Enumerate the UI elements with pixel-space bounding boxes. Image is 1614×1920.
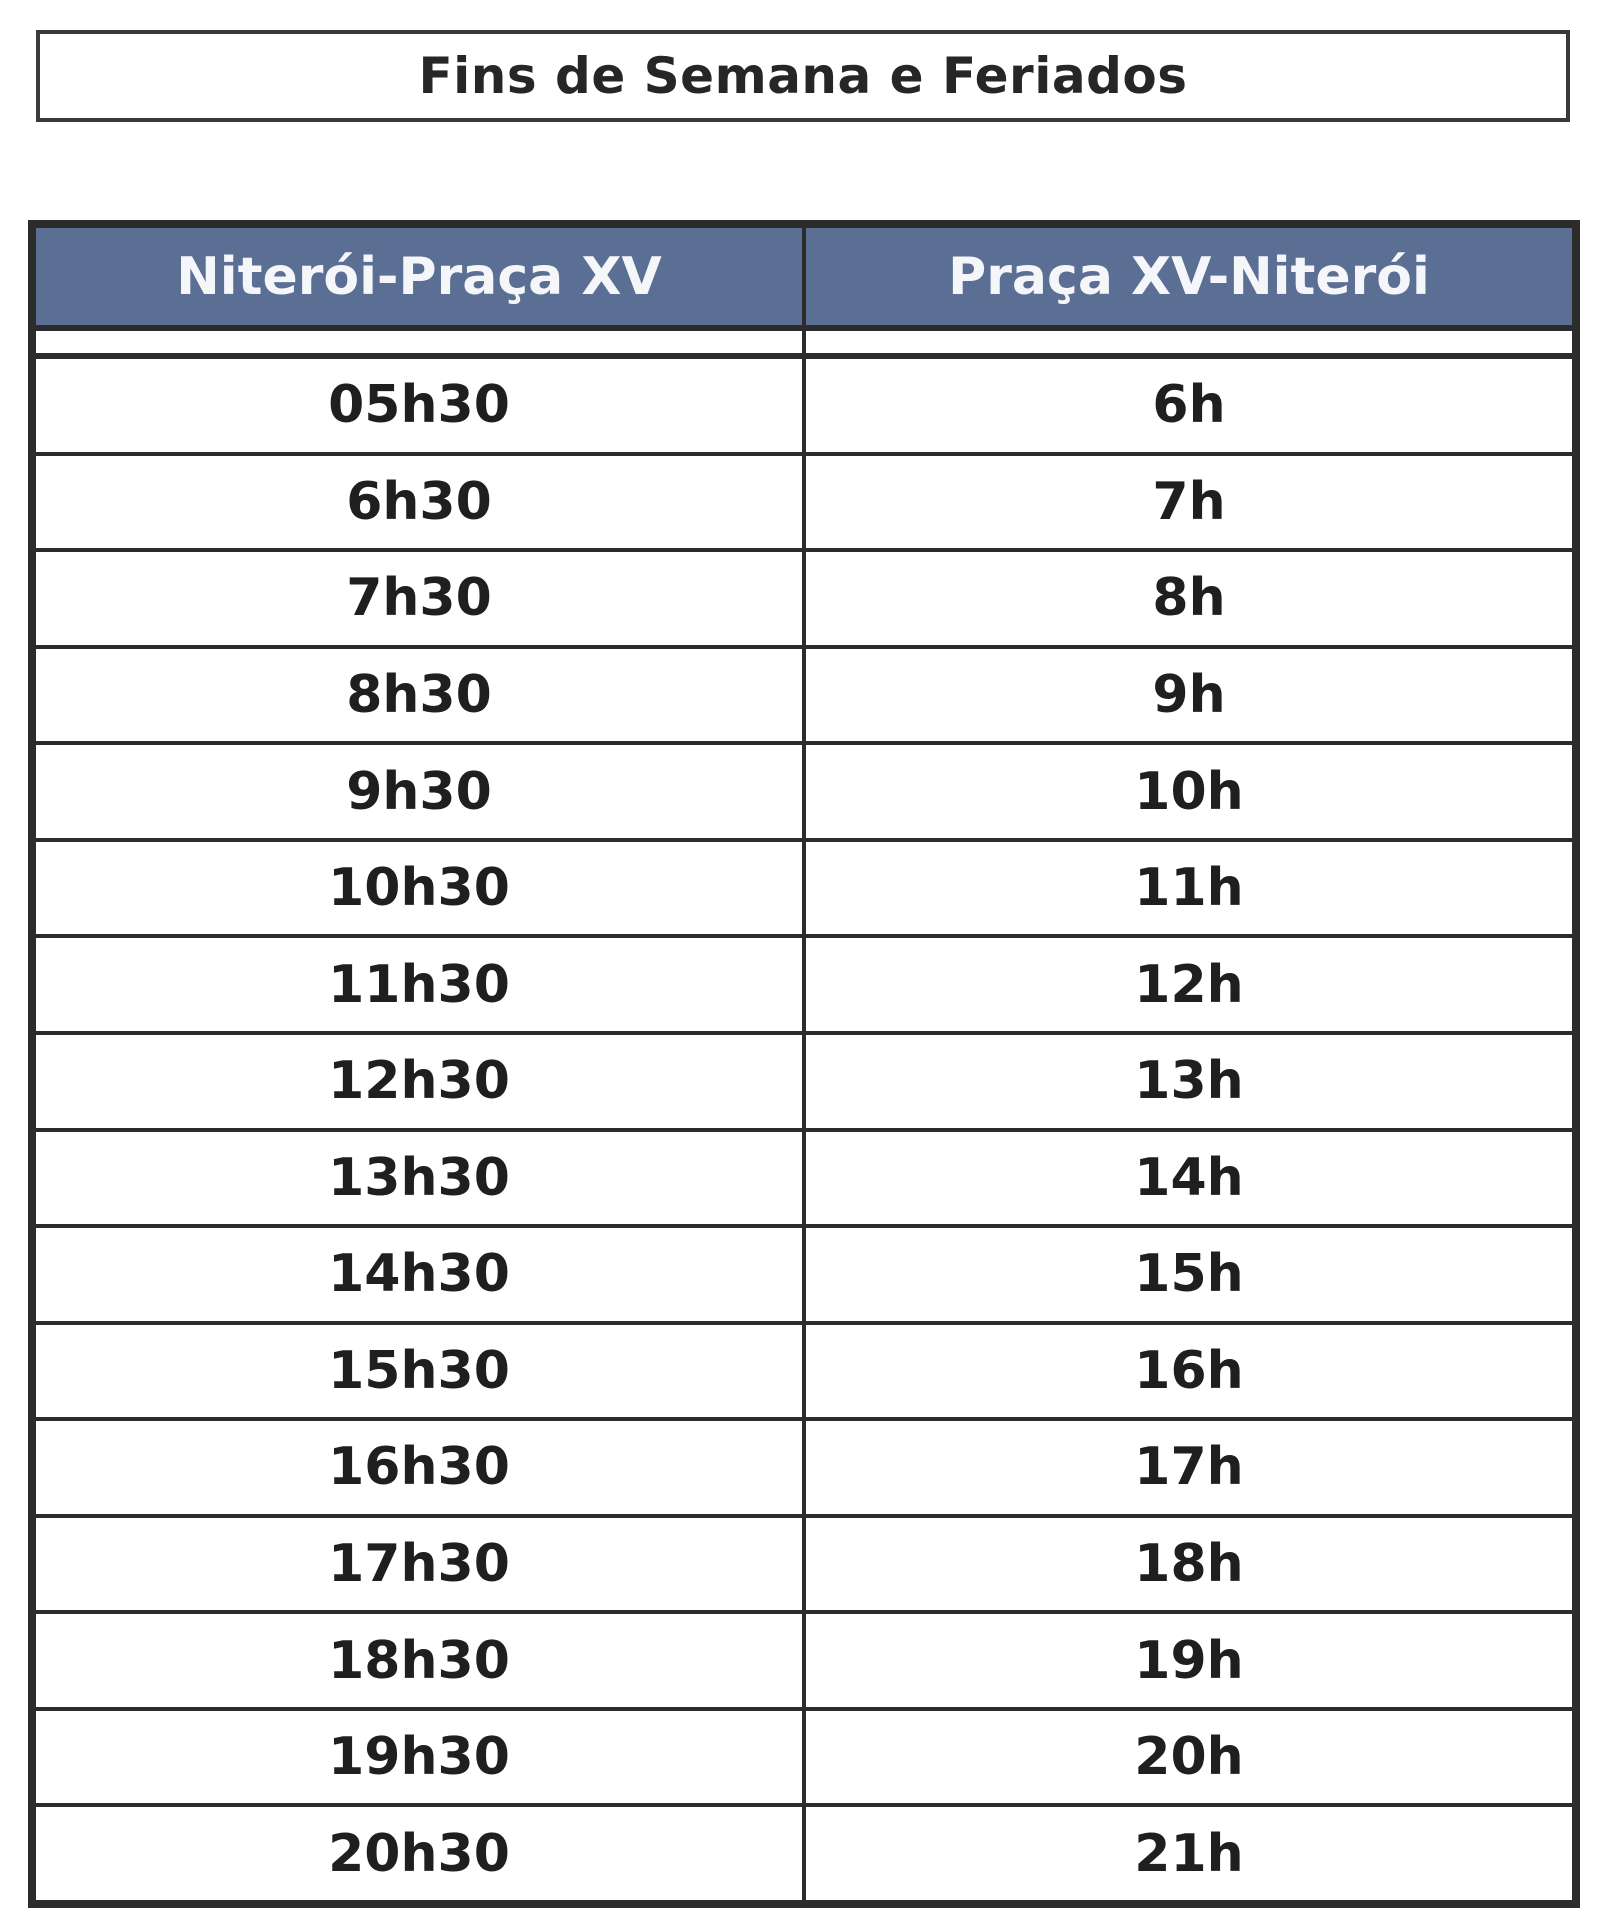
departure-praca-xv-cell: 9h: [802, 649, 1572, 742]
departure-niteroi-cell: 16h30: [328, 1437, 510, 1498]
departure-praca-xv-cell: 12h: [802, 938, 1572, 1031]
table-row: [36, 1803, 1572, 1900]
table-row: [36, 1707, 1572, 1804]
table-row: [36, 1128, 1572, 1225]
departure-praca-xv-cell: 10h: [802, 745, 1572, 838]
departure-niteroi-cell: 17h30: [328, 1534, 510, 1595]
departure-niteroi-cell: 10h30: [328, 858, 510, 919]
table-row: [36, 1224, 1572, 1321]
departure-praca-xv-cell: 8h: [802, 552, 1572, 645]
departure-niteroi-cell: 20h30: [328, 1823, 510, 1884]
departure-praca-xv-cell: 15h: [802, 1228, 1572, 1321]
schedule-table: [28, 220, 1580, 1908]
departure-niteroi-cell: 7h30: [346, 568, 492, 629]
table-row: [36, 359, 1572, 452]
departure-niteroi-cell: 19h30: [328, 1727, 510, 1788]
table-row: [36, 1610, 1572, 1707]
departure-praca-xv-cell: 7h: [802, 456, 1572, 549]
table-row: [36, 1321, 1572, 1418]
departure-praca-xv-cell: 16h: [802, 1325, 1572, 1418]
table-row: [36, 452, 1572, 549]
table-row: [36, 1031, 1572, 1128]
title-box: [36, 30, 1570, 122]
table-row: [36, 1417, 1572, 1514]
departure-praca-xv-cell: 13h: [802, 1035, 1572, 1128]
header-spacer-row: [36, 325, 1572, 359]
table-row: [36, 741, 1572, 838]
departure-praca-xv-cell: 14h: [802, 1132, 1572, 1225]
departure-praca-xv-cell: 21h: [802, 1807, 1572, 1900]
page-title: Fins de Semana e Feriados: [418, 47, 1188, 105]
departure-niteroi-cell: 8h30: [346, 664, 492, 725]
table-row: [36, 548, 1572, 645]
departure-niteroi-cell: 05h30: [328, 375, 510, 436]
table-header-row: [36, 228, 1572, 325]
departure-niteroi-cell: 9h30: [346, 761, 492, 822]
departure-niteroi-cell: 18h30: [328, 1630, 510, 1691]
spacer-cell: [36, 331, 802, 353]
table-row: [36, 645, 1572, 742]
departure-niteroi-cell: 13h30: [328, 1147, 510, 1208]
departure-praca-xv-cell: 19h: [802, 1614, 1572, 1707]
table-row: [36, 1514, 1572, 1611]
departure-niteroi-cell: 15h30: [328, 1340, 510, 1401]
departure-praca-xv-cell: 11h: [802, 842, 1572, 935]
departure-praca-xv-cell: 20h: [802, 1711, 1572, 1804]
header-praca-xv-niteroi: Praça XV-Niterói: [802, 228, 1572, 325]
departure-niteroi-cell: 12h30: [328, 1051, 510, 1112]
departure-niteroi-cell: 14h30: [328, 1244, 510, 1305]
header-niteroi-praca-xv: Niterói-Praça XV: [176, 246, 662, 307]
departure-niteroi-cell: 6h30: [346, 471, 492, 532]
departure-praca-xv-cell: 17h: [802, 1421, 1572, 1514]
table-row: [36, 934, 1572, 1031]
spacer-cell: [802, 331, 1572, 353]
departure-praca-xv-cell: 6h: [802, 359, 1572, 452]
departure-niteroi-cell: 11h30: [328, 954, 510, 1015]
table-body: [36, 359, 1572, 1900]
departure-praca-xv-cell: 18h: [802, 1518, 1572, 1611]
table-row: [36, 838, 1572, 935]
